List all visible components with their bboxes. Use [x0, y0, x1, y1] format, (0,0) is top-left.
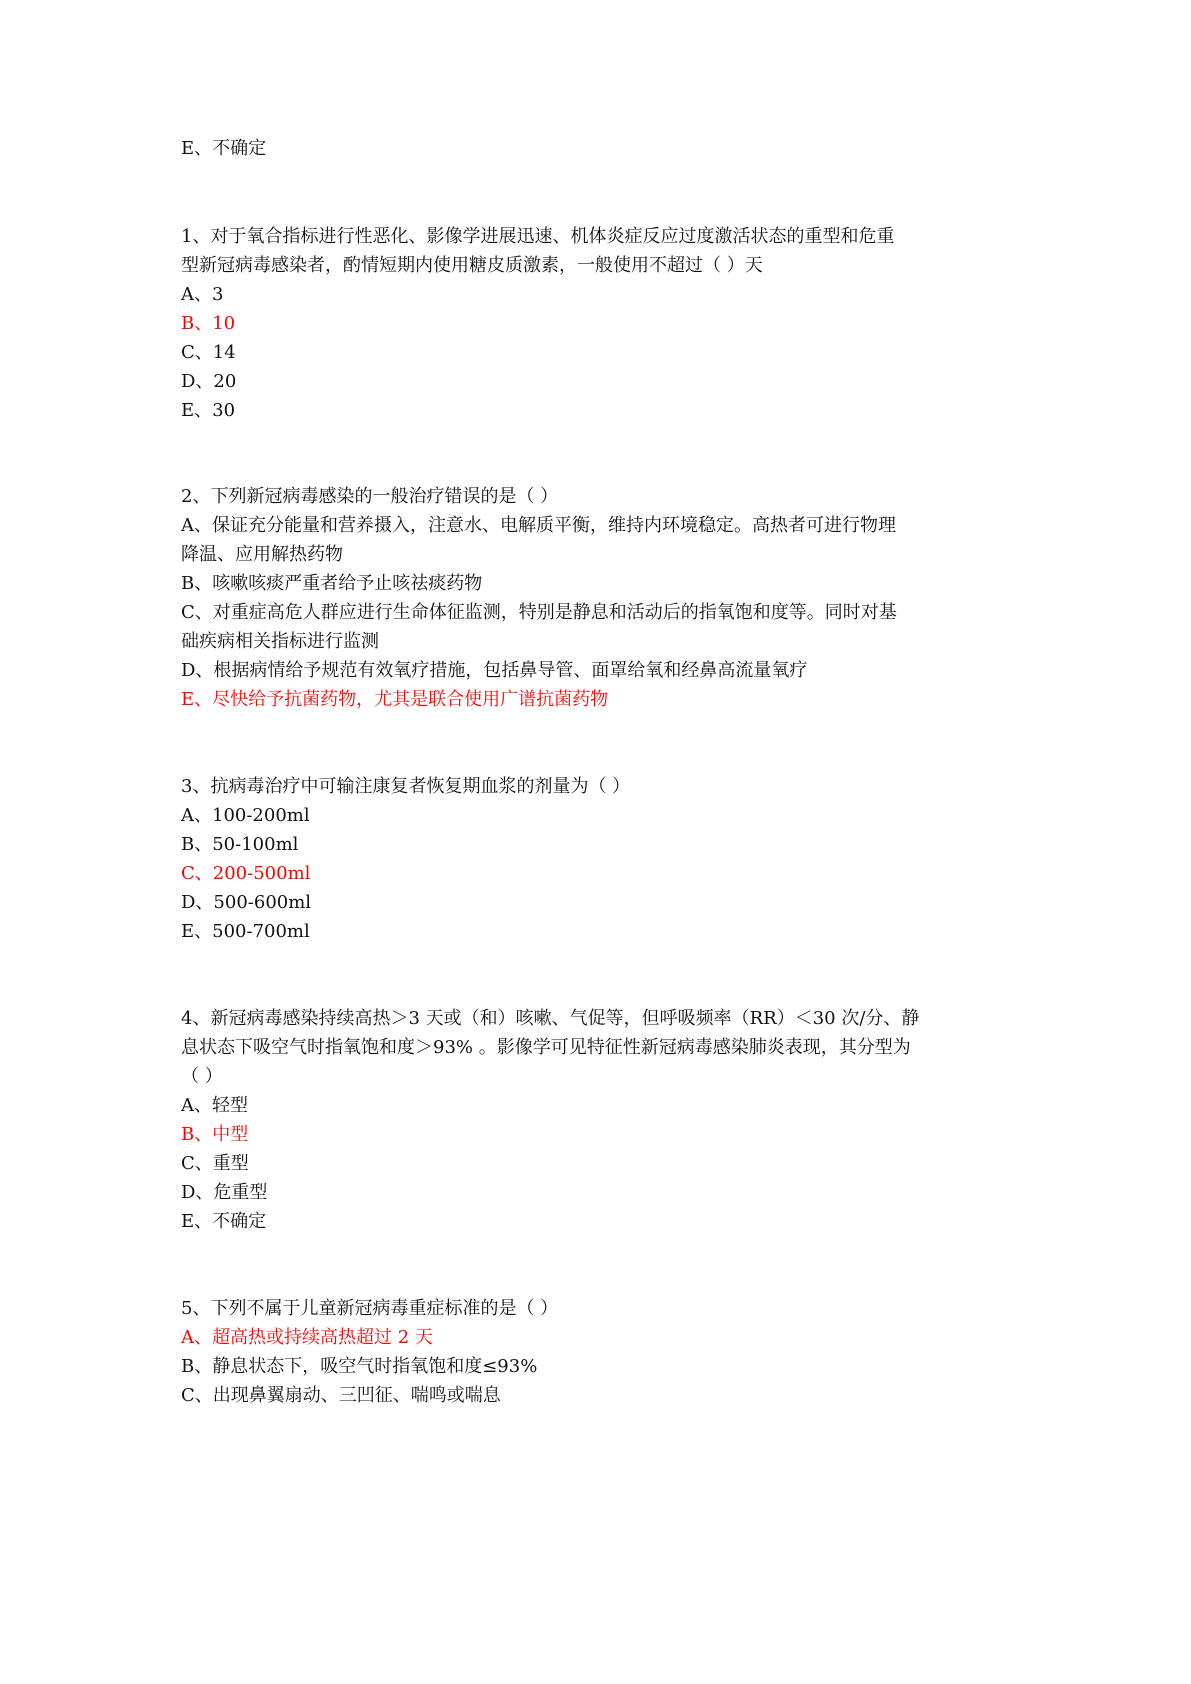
- q2-stem: 2、下列新冠病毒感染的一般治疗错误的是（ ）: [181, 486, 559, 507]
- q4-stem-line1: 4、新冠病毒感染持续高热＞3 天或（和）咳嗽、气促等，但呼吸频率（RR）＜30 次/分、静: [181, 1008, 920, 1029]
- q2-option-c-line1: C、对重症高危人群应进行生命体征监测，特别是静息和活动后的指氧饱和度等。同时对基: [181, 602, 897, 623]
- q4-option-d: D、危重型: [181, 1182, 268, 1203]
- q3-stem: 3、抗病毒治疗中可输注康复者恢复期血浆的剂量为（ ）: [181, 776, 631, 797]
- q1-option-b-correct: B、10: [181, 313, 236, 334]
- q4-option-b-correct: B、中型: [181, 1124, 249, 1145]
- q5-option-a-correct: A、超高热或持续高热超过 2 天: [181, 1327, 433, 1348]
- q1-option-d: D、20: [181, 371, 237, 392]
- q4-stem-line2: 息状态下吸空气时指氧饱和度＞93% 。影像学可见特征性新冠病毒感染肺炎表现，其分型为: [181, 1037, 911, 1058]
- q1-stem-line2: 型新冠病毒感染者，酌情短期内使用糖皮质激素，一般使用不超过（ ）天: [181, 255, 763, 276]
- q3-option-a: A、100-200ml: [181, 805, 310, 826]
- q4-option-c: C、重型: [181, 1153, 249, 1174]
- q1-stem-line1: 1、对于氧合指标进行性恶化、影像学进展迅速、机体炎症反应过度激活状态的重型和危重: [181, 226, 895, 247]
- q1-option-a: A、3: [181, 284, 224, 305]
- q5-option-b: B、静息状态下，吸空气时指氧饱和度≤93%: [181, 1356, 538, 1377]
- q5-option-c: C、出现鼻翼扇动、三凹征、喘鸣或喘息: [181, 1385, 501, 1406]
- q2-option-d: D、根据病情给予规范有效氧疗措施，包括鼻导管、面罩给氧和经鼻高流量氧疗: [181, 660, 808, 681]
- q2-option-a-line1: A、保证充分能量和营养摄入，注意水、电解质平衡，维持内环境稳定。高热者可进行物理: [181, 515, 896, 536]
- q2-option-b: B、咳嗽咳痰严重者给予止咳祛痰药物: [181, 573, 483, 594]
- q1-option-e: E、30: [181, 400, 236, 421]
- q1-option-c: C、14: [181, 342, 236, 363]
- q2-option-a-line2: 降温、应用解热药物: [181, 544, 343, 565]
- q2-option-e-correct: E、尽快给予抗菌药物，尤其是联合使用广谱抗菌药物: [181, 689, 609, 710]
- q4-stem-line3: （ ）: [181, 1066, 223, 1087]
- q3-option-c-correct: C、200-500ml: [181, 863, 311, 884]
- q3-option-e: E、500-700ml: [181, 921, 310, 942]
- q2-option-c-line2: 础疾病相关指标进行监测: [181, 631, 379, 652]
- q3-option-d: D、500-600ml: [181, 892, 312, 913]
- q4-option-e: E、不确定: [181, 1211, 267, 1232]
- prev-option-e: E、不确定: [181, 138, 267, 159]
- q3-option-b: B、50-100ml: [181, 834, 299, 855]
- q5-stem: 5、下列不属于儿童新冠病毒重症标准的是（ ）: [181, 1298, 559, 1319]
- q4-option-a: A、轻型: [181, 1095, 248, 1116]
